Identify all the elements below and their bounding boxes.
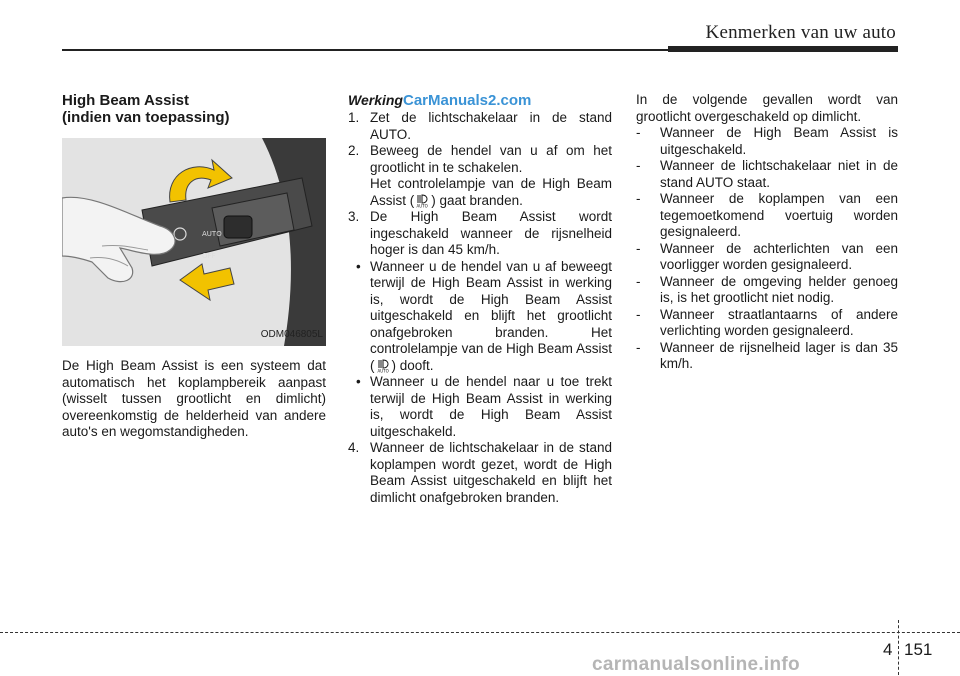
- watermark-text: CarManuals2.com: [403, 92, 532, 109]
- note-text-b: ) gaat branden.: [431, 192, 523, 208]
- stalk-illustration: [62, 138, 326, 346]
- section-heading: [62, 92, 326, 126]
- condition-text: Wanneer de achterlichten van een voorligger worden gesignaleerd.: [660, 240, 898, 272]
- svg-text:AUTO: AUTO: [416, 203, 429, 208]
- bullet-text-a: Wanneer u de hendel van u af beweegt terwijl de High Beam Assist in werking is, wordt de High Beam Assist uitgeschakeld en blijft het grootlicht onafgebroken branden. Het controlelampje van de High Beam Assist (: [370, 258, 612, 373]
- dash-mark: -: [636, 158, 641, 173]
- page-number: 151: [904, 640, 933, 659]
- bullet-mark: •: [356, 258, 361, 274]
- step-3: [348, 209, 612, 259]
- step-number: 4.: [348, 440, 360, 455]
- bullet-text: Wanneer u de hendel naar u toe trekt terwijl de High Beam Assist in werking is, wordt de High Beam Assist uitgeschakeld.: [370, 374, 612, 439]
- condition-text: Wanneer de koplampen van een tegemoetkomend voertuig worden gesignaleerd.: [660, 191, 898, 239]
- footer-rule: [0, 632, 960, 633]
- dash-mark: -: [636, 191, 641, 206]
- dash-mark: -: [636, 125, 641, 140]
- subheading-row: [348, 92, 612, 110]
- dash-mark: -: [636, 306, 641, 322]
- condition-item: [636, 340, 898, 373]
- high-beam-assist-auto-icon: [377, 359, 390, 373]
- step-1: [348, 110, 612, 143]
- bullet-1: [348, 259, 612, 375]
- condition-text: Wanneer straatlantaarns of andere verlichting worden gesignaleerd.: [660, 306, 898, 338]
- heading-line-2: (indien van toepassing): [62, 109, 230, 126]
- footer-divider: [898, 620, 899, 675]
- conditions-intro: In de volgende gevallen wordt van grootlicht overgeschakeld op dimlicht.: [636, 92, 898, 124]
- bullet-text-b: ) dooft.: [391, 357, 434, 373]
- step-2: [348, 143, 612, 176]
- step-text: Beweeg de hendel van u af om het grootlicht in te schakelen.: [370, 143, 612, 175]
- heading-line-1: High Beam Assist: [62, 92, 189, 109]
- condition-text: Wanneer de omgeving helder genoeg is, is het grootlicht niet nodig.: [660, 273, 898, 305]
- conditions-list: [636, 125, 898, 373]
- step-text: Wanneer de lichtschakelaar in de stand koplampen wordt gezet, wordt de High Beam Assist uitgeschakeld en blijft het dimlicht onafgebroken branden.: [370, 440, 612, 505]
- step-text: De High Beam Assist wordt ingeschakeld wanneer de rijsnelheid hoger is dan 45 km/h.: [370, 209, 612, 257]
- bullet-mark: •: [356, 374, 361, 389]
- step-number: 2.: [348, 143, 360, 158]
- subheading: Werking: [348, 92, 403, 108]
- chapter-number: 4: [883, 640, 893, 659]
- high-beam-assist-auto-icon: [416, 194, 429, 208]
- svg-text:AUTO: AUTO: [202, 230, 222, 238]
- dash-mark: -: [636, 273, 641, 289]
- svg-text:OFF: OFF: [202, 252, 216, 260]
- figure-code: ODM046805L: [260, 328, 323, 340]
- condition-item: [636, 191, 898, 241]
- header-rule-accent: [668, 46, 898, 52]
- dash-mark: -: [636, 240, 641, 256]
- step-text: Zet de lichtschakelaar in de stand AUTO.: [370, 110, 612, 142]
- step-number: 1.: [348, 110, 360, 125]
- stalk-figure: [62, 138, 326, 346]
- step-4: [348, 440, 612, 506]
- condition-item: [636, 125, 898, 158]
- intro-paragraph: De High Beam Assist is een systeem dat automatisch het koplampbereik aanpast (wisselt tussen grootlicht en dimlicht) overeenkomstig de helderheid van andere auto's en wegomstandigheden.: [62, 358, 326, 439]
- svg-text:AUTO: AUTO: [377, 368, 389, 373]
- condition-item: [636, 158, 898, 191]
- step-2-note: [348, 176, 612, 209]
- bullet-2: [348, 374, 612, 440]
- condition-item: [636, 241, 898, 274]
- condition-text: Wanneer de rijsnelheid lager is dan 35 km/h.: [660, 339, 898, 371]
- dash-mark: -: [636, 339, 641, 355]
- condition-item: [636, 307, 898, 340]
- chapter-title: Kenmerken van uw auto: [705, 22, 896, 43]
- condition-text: Wanneer de High Beam Assist is uitgeschakeld.: [660, 125, 898, 157]
- left-column: [62, 92, 326, 441]
- step-number: 3.: [348, 209, 360, 224]
- site-watermark: carmanualsonline.info: [592, 654, 800, 675]
- right-column: [636, 92, 898, 373]
- condition-item: [636, 274, 898, 307]
- header-rule: [62, 49, 668, 51]
- note-text-a: Het controlelampje van de High Beam Assist (: [370, 176, 612, 208]
- condition-text: Wanneer de lichtschakelaar niet in de stand AUTO staat.: [660, 158, 898, 190]
- middle-column: [348, 92, 612, 506]
